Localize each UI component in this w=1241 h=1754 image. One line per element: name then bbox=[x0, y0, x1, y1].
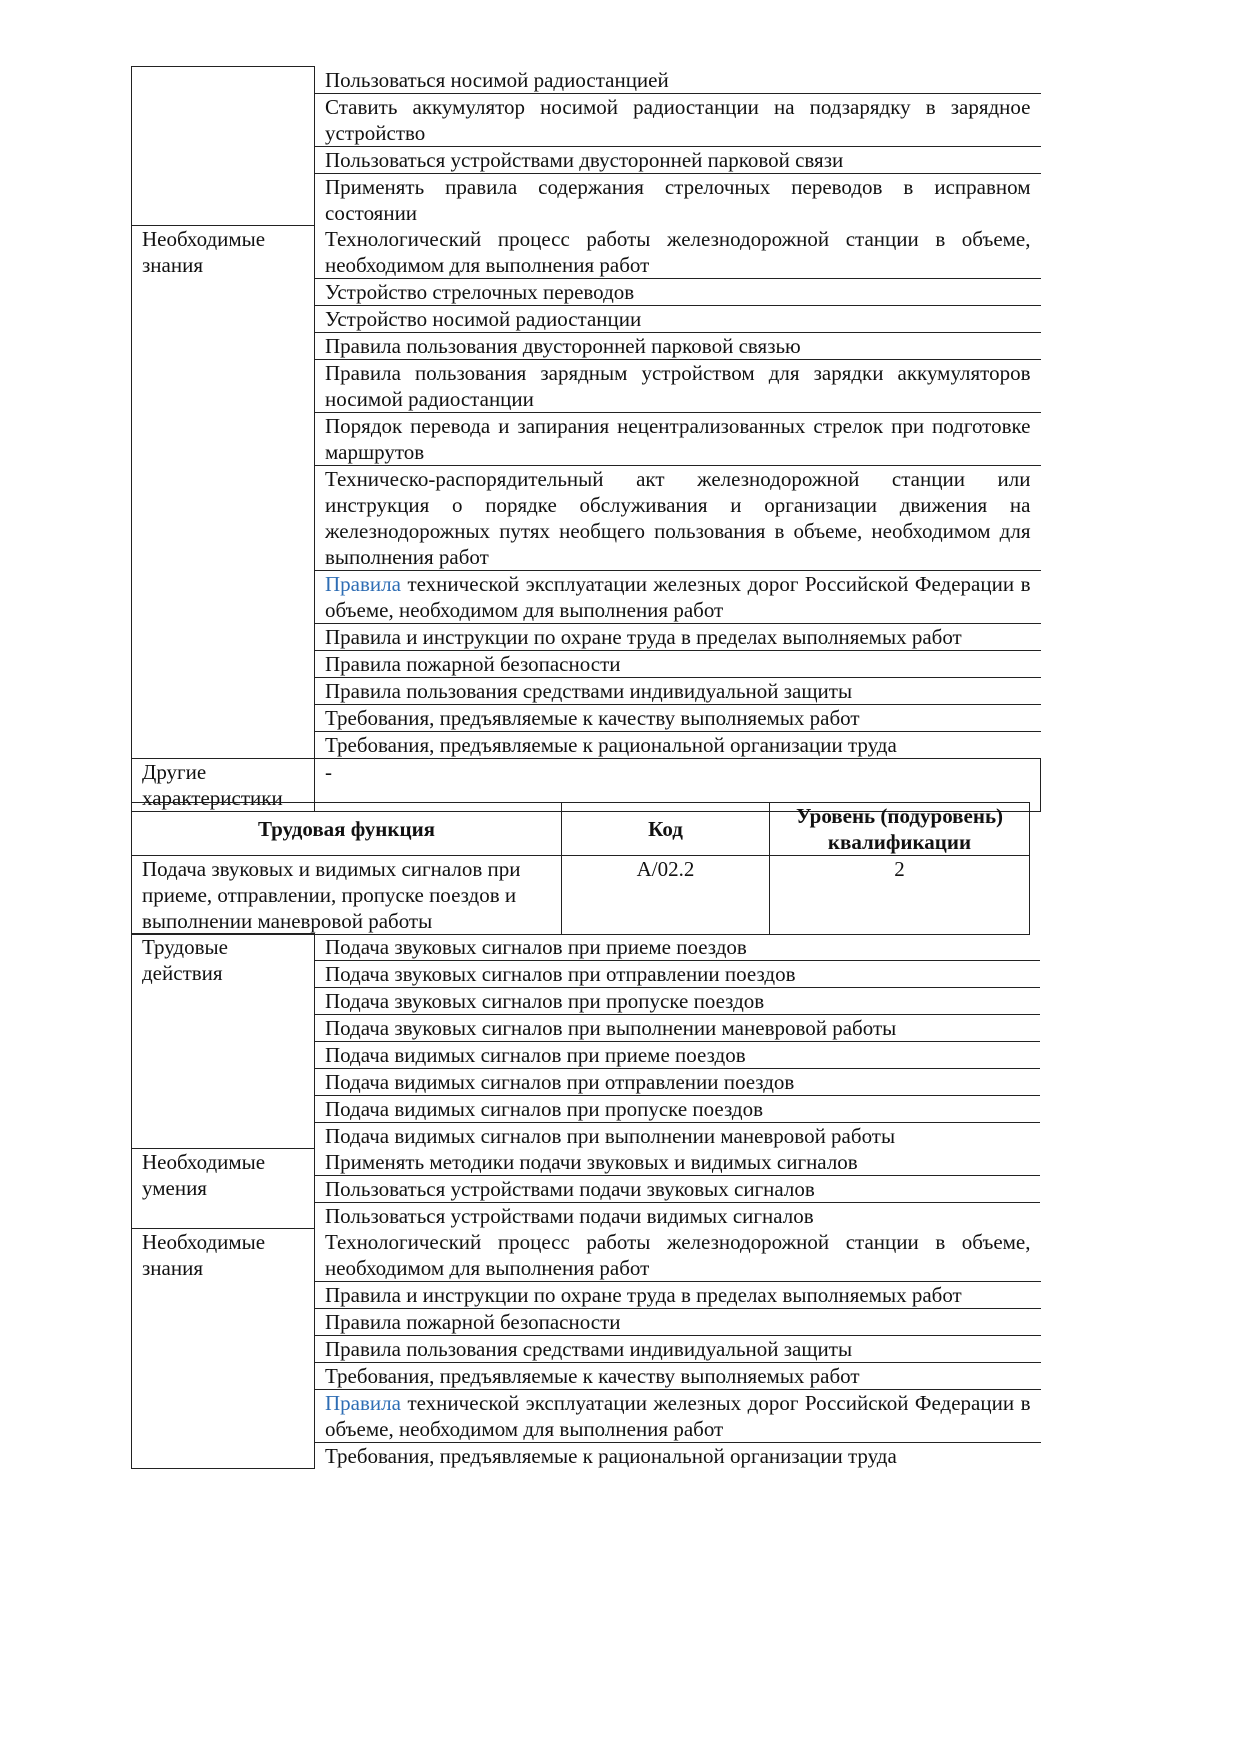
col-header-level: Уровень (подуровень) квалификации bbox=[770, 803, 1030, 856]
list-item bbox=[315, 93, 1041, 146]
list-item-text: Применять методики подачи звуковых и видимых сигналов bbox=[315, 1149, 1040, 1176]
list-item-text: Подача звуковых сигналов при выполнении маневровой работы bbox=[315, 1014, 1040, 1041]
actions-list bbox=[315, 934, 1040, 1149]
list-item bbox=[315, 332, 1041, 359]
list-item-text: Правила и инструкции по охране труда в пределах выполняемых работ bbox=[315, 623, 1041, 650]
function-name: Подача звуковых и видимых сигналов при приеме, отправлении, пропуске поездов и выполнении маневровой работы bbox=[132, 856, 562, 935]
list-item-text: Устройство носимой радиостанции bbox=[315, 305, 1041, 332]
table-header-row bbox=[132, 803, 1030, 856]
row-label-other: Другие характеристики bbox=[132, 758, 315, 811]
list-item-text: Технологический процесс работы железнодорожной станции в объеме, необходимом для выполнения работ bbox=[315, 1229, 1041, 1282]
list-item bbox=[315, 1229, 1041, 1282]
list-item bbox=[315, 1095, 1040, 1122]
list-item bbox=[315, 465, 1041, 570]
list-item bbox=[315, 1281, 1041, 1308]
list-item-text: Правила пользования зарядным устройством для зарядки аккумуляторов носимой радиостанции bbox=[315, 359, 1041, 412]
list-item bbox=[315, 570, 1041, 623]
list-item bbox=[315, 412, 1041, 465]
function-level: 2 bbox=[770, 856, 1030, 935]
list-item-text: Ставить аккумулятор носимой радиостанции на подзарядку в зарядное устройство bbox=[315, 93, 1041, 146]
list-item bbox=[315, 1335, 1041, 1362]
table-row bbox=[132, 934, 1041, 1149]
rules-link[interactable]: Правила bbox=[325, 571, 401, 596]
list-item-text: Пользоваться устройствами двусторонней парковой связи bbox=[315, 146, 1041, 173]
list-item bbox=[315, 677, 1041, 704]
list-item bbox=[315, 173, 1041, 226]
list-item-text: Подача звуковых сигналов при приеме поездов bbox=[315, 934, 1040, 961]
list-item bbox=[315, 1014, 1040, 1041]
table-row bbox=[132, 67, 1041, 226]
skills-list bbox=[315, 67, 1041, 226]
row-label-skills: Необходимые умения bbox=[132, 1149, 315, 1229]
list-item-rest: технической эксплуатации железных дорог Российской Федерации в объеме, необходимом для выполнения работ bbox=[325, 1390, 1031, 1441]
list-item-text: Подача видимых сигналов при приеме поездов bbox=[315, 1041, 1040, 1068]
list-item-text: Применять правила содержания стрелочных переводов в исправном состоянии bbox=[325, 174, 1031, 225]
list-item-text bbox=[315, 570, 1041, 623]
function-code: А/02.2 bbox=[562, 856, 770, 935]
table-row bbox=[132, 1229, 1041, 1469]
row-label-empty bbox=[132, 67, 315, 226]
list-item-text: Правила и инструкции по охране труда в пределах выполняемых работ bbox=[315, 1281, 1041, 1308]
list-item-rest: технической эксплуатации железных дорог Российской Федерации в объеме, необходимом для выполнения работ bbox=[325, 571, 1031, 622]
list-item-text: Правила пожарной безопасности bbox=[315, 1308, 1041, 1335]
col-header-code: Код bbox=[562, 803, 770, 856]
table-row bbox=[132, 1149, 1041, 1229]
list-item bbox=[315, 226, 1041, 279]
list-item-text: Правила пользования двусторонней парковой связью bbox=[315, 332, 1041, 359]
knowledge-list bbox=[315, 1229, 1041, 1469]
list-item bbox=[315, 731, 1041, 758]
list-item-text: Требования, предъявляемые к качеству выполняемых работ bbox=[315, 1362, 1041, 1389]
list-item bbox=[315, 1308, 1041, 1335]
table-row bbox=[132, 226, 1041, 759]
list-item-text: Пользоваться носимой радиостанцией bbox=[315, 67, 1041, 94]
list-item-text: Требования, предъявляемые к рациональной организации труда bbox=[325, 1443, 897, 1468]
list-item-text: Подача звуковых сигналов при отправлении поездов bbox=[315, 960, 1040, 987]
list-item bbox=[315, 1362, 1041, 1389]
list-item bbox=[315, 1202, 1040, 1229]
list-item bbox=[315, 960, 1040, 987]
list-item bbox=[315, 1442, 1041, 1469]
row-label-knowledge: Необходимые знания bbox=[132, 1229, 315, 1469]
table-previous-function bbox=[131, 66, 1041, 812]
list-item bbox=[315, 67, 1041, 94]
skills-list bbox=[315, 1149, 1040, 1229]
row-label-actions: Трудовые действия bbox=[132, 934, 315, 1149]
list-item-text: Подача видимых сигналов при пропуске поездов bbox=[315, 1095, 1040, 1122]
list-item bbox=[315, 305, 1041, 332]
list-item-text: Правила пользования средствами индивидуальной защиты bbox=[315, 677, 1041, 704]
list-item bbox=[315, 1122, 1040, 1149]
col-header-function: Трудовая функция bbox=[132, 803, 562, 856]
list-item bbox=[315, 623, 1041, 650]
knowledge-list bbox=[315, 226, 1041, 758]
list-item bbox=[315, 278, 1041, 305]
list-item-text: Техническо-распорядительный акт железнодорожной станции или инструкция о порядке обслуживания и организации движения на железнодорожных путях необщего пользования в объеме, необходимом для выполнения работ bbox=[315, 465, 1041, 570]
list-item-text: Требования, предъявляемые к рациональной организации труда bbox=[325, 732, 897, 757]
list-item-text: Технологический процесс работы железнодорожной станции в объеме, необходимом для выполнения работ bbox=[315, 226, 1041, 279]
list-item bbox=[315, 704, 1041, 731]
list-item bbox=[315, 987, 1040, 1014]
list-item-text: Правила пожарной безопасности bbox=[315, 650, 1041, 677]
list-item bbox=[315, 1149, 1040, 1176]
table-row bbox=[132, 856, 1030, 935]
list-item bbox=[315, 1389, 1041, 1442]
list-item-text: Устройство стрелочных переводов bbox=[315, 278, 1041, 305]
row-label-knowledge: Необходимые знания bbox=[132, 226, 315, 759]
list-item bbox=[315, 1068, 1040, 1095]
list-item-text: Подача звуковых сигналов при пропуске поездов bbox=[315, 987, 1040, 1014]
list-item bbox=[315, 650, 1041, 677]
list-item-text: Подача видимых сигналов при выполнении маневровой работы bbox=[325, 1123, 896, 1148]
list-item bbox=[315, 359, 1041, 412]
table-function-header bbox=[131, 802, 1030, 935]
list-item-text: Подача видимых сигналов при отправлении поездов bbox=[315, 1068, 1040, 1095]
list-item-text: Пользоваться устройствами подачи звуковых сигналов bbox=[315, 1175, 1040, 1202]
list-item bbox=[315, 934, 1040, 961]
list-item bbox=[315, 146, 1041, 173]
list-item-text: Пользоваться устройствами подачи видимых сигналов bbox=[325, 1203, 814, 1228]
list-item-text: Правила пользования средствами индивидуальной защиты bbox=[315, 1335, 1041, 1362]
list-item-text: Порядок перевода и запирания нецентрализованных стрелок при подготовке маршрутов bbox=[315, 412, 1041, 465]
list-item bbox=[315, 1041, 1040, 1068]
rules-link[interactable]: Правила bbox=[325, 1390, 401, 1415]
list-item bbox=[315, 1175, 1040, 1202]
table-function-details bbox=[131, 933, 1041, 1469]
list-item-text: Требования, предъявляемые к качеству выполняемых работ bbox=[315, 704, 1041, 731]
other-value: - bbox=[315, 758, 1041, 811]
list-item-text bbox=[315, 1389, 1041, 1442]
